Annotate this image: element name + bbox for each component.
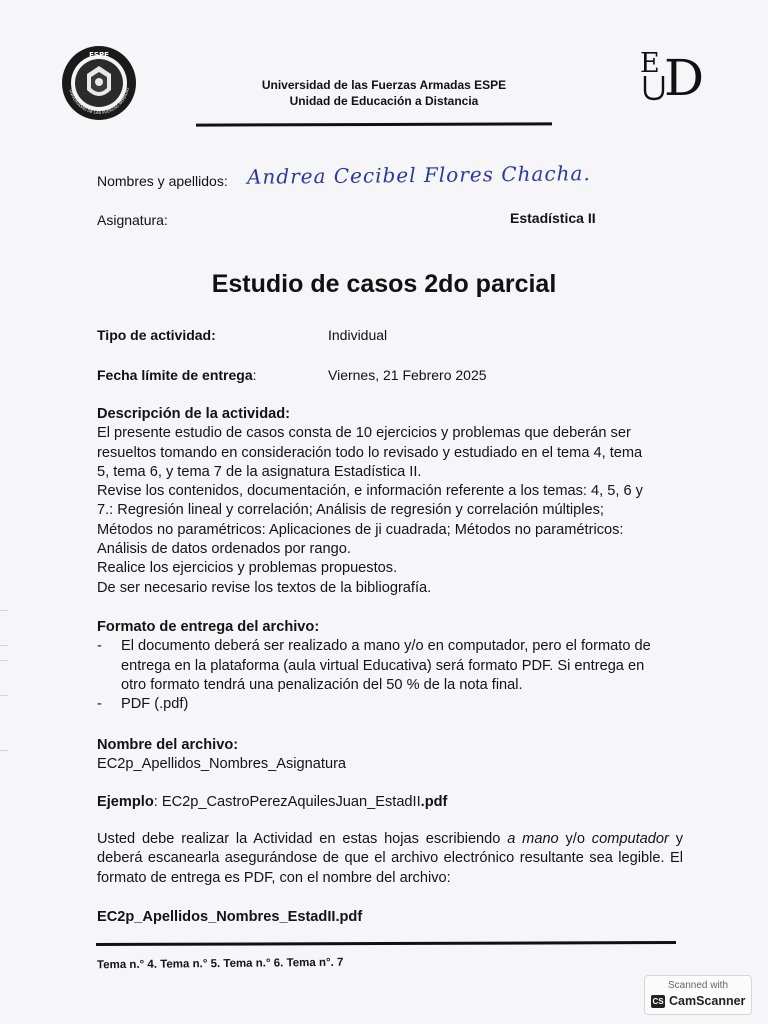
format-item-document [97,637,697,695]
svg-text:D: D [664,49,705,102]
seal-ring-text: UNIVERSIDAD DE LAS FUERZAS ARMADAS [68,86,130,116]
deadline-value: Viernes, 21 Febrero 2025 [328,367,487,383]
header-divider [196,122,552,126]
svg-text:E: E [640,48,660,79]
seal-top-text: ESPE [89,51,109,59]
format-section [97,618,697,714]
instructions-emphasis: computador [591,831,669,847]
deadline-colon: : [252,367,257,383]
description-line: Métodos no paramétricos: Aplicaciones de ji cuadrada; Métodos no paramétricos: [97,521,624,538]
espe-seal-logo [60,44,138,122]
description-line: Revise los contenidos, documentación, e información referente a los temas: 4, 5, 6 y [97,483,643,500]
description-line: El presente estudio de casos consta de 10 ejercicios y problemas que deberán ser [97,425,631,442]
description-line: Realice los ejercicios y problemas propuestos. [97,560,398,577]
instructions-text: y deberá escanearla asegurándose de que el archivo electrónico resultante sea legible. El formato de entrega es PDF, con el nombre del archivo: [97,831,683,886]
file-name-pattern: EC2p_Apellidos_Nombres_Asignatura [97,756,347,773]
description-line: 7.: Regresión lineal y correlación; Análisis de regresión y correlación múltiples; [97,502,604,519]
instructions-emphasis: a mano [507,831,559,847]
name-label: Nombres y apellidos: [97,173,228,189]
example-extension: .pdf [420,794,448,810]
description-heading: Descripción de la actividad: [97,406,291,422]
description-line: 5, tema 6, y tema 7 de la asignatura Estadística II. [97,463,422,480]
final-file-name: EC2p_Apellidos_Nombres_EstadII.pdf [97,909,363,925]
format-item-line: otro formato tendrá una penalización del 50 % de la nota final. [121,676,523,693]
subject-value: Estadística II [510,210,596,226]
footer-topics: Tema n.° 4. Tema n.° 5. Tema n.° 6. Tema n°. 7 [96,956,344,972]
description-line: resueltos tomando en consideración todo lo revisado y estudiado en el tema 4, tema [97,444,643,461]
format-list [97,637,697,714]
format-item-pdf: - PDF (.pdf) [97,695,697,714]
camscanner-logo-icon: CS [652,997,664,1006]
file-name-heading: Nombre del archivo: [97,737,239,753]
format-item-line: entrega en la plataforma (aula virtual Educativa) será formato PDF. Si entrega en [121,657,645,674]
activity-type-label: Tipo de actividad: [97,327,216,343]
description-section [97,405,697,598]
format-item-line: - El documento deberá ser realizado a mano y/o en computador, pero el formato de [121,638,651,655]
deadline-label: Fecha límite de entrega [97,367,253,383]
camscanner-brand: CamScanner [669,994,746,1008]
description-line: De ser necesario revise los textos de la bibliografía. [97,579,432,596]
deadline-label-row [97,367,257,383]
instructions-text: y/o [558,831,592,847]
file-name-section [97,736,697,775]
scan-margin-marks [0,600,10,760]
instructions-text: Usted debe realizar la Actividad en estas hojas escribiendo [97,831,508,847]
subject-label: Asignatura: [97,212,168,228]
footer-divider [96,941,676,946]
example-label: Ejemplo [97,794,154,810]
page-title: Estudio de casos 2do parcial [211,270,557,298]
example-row [97,793,447,812]
unit-name: Unidad de Educación a Distancia [289,94,479,108]
scanned-with-text: Scanned with [667,980,729,991]
example-value: : EC2p_CastroPerezAquilesJuan_EstadII [153,794,421,810]
instructions-paragraph [97,830,683,888]
eud-logo [640,46,724,102]
description-line: Análisis de datos ordenados por rango. [97,541,351,558]
activity-type-value: Individual [328,327,388,343]
format-heading: Formato de entrega del archivo: [97,619,320,635]
student-name-handwritten: Andrea Cecibel Flores Chacha. [246,161,591,189]
university-name: Universidad de las Fuerzas Armadas ESPE [261,78,507,92]
camscanner-watermark [644,975,752,1015]
